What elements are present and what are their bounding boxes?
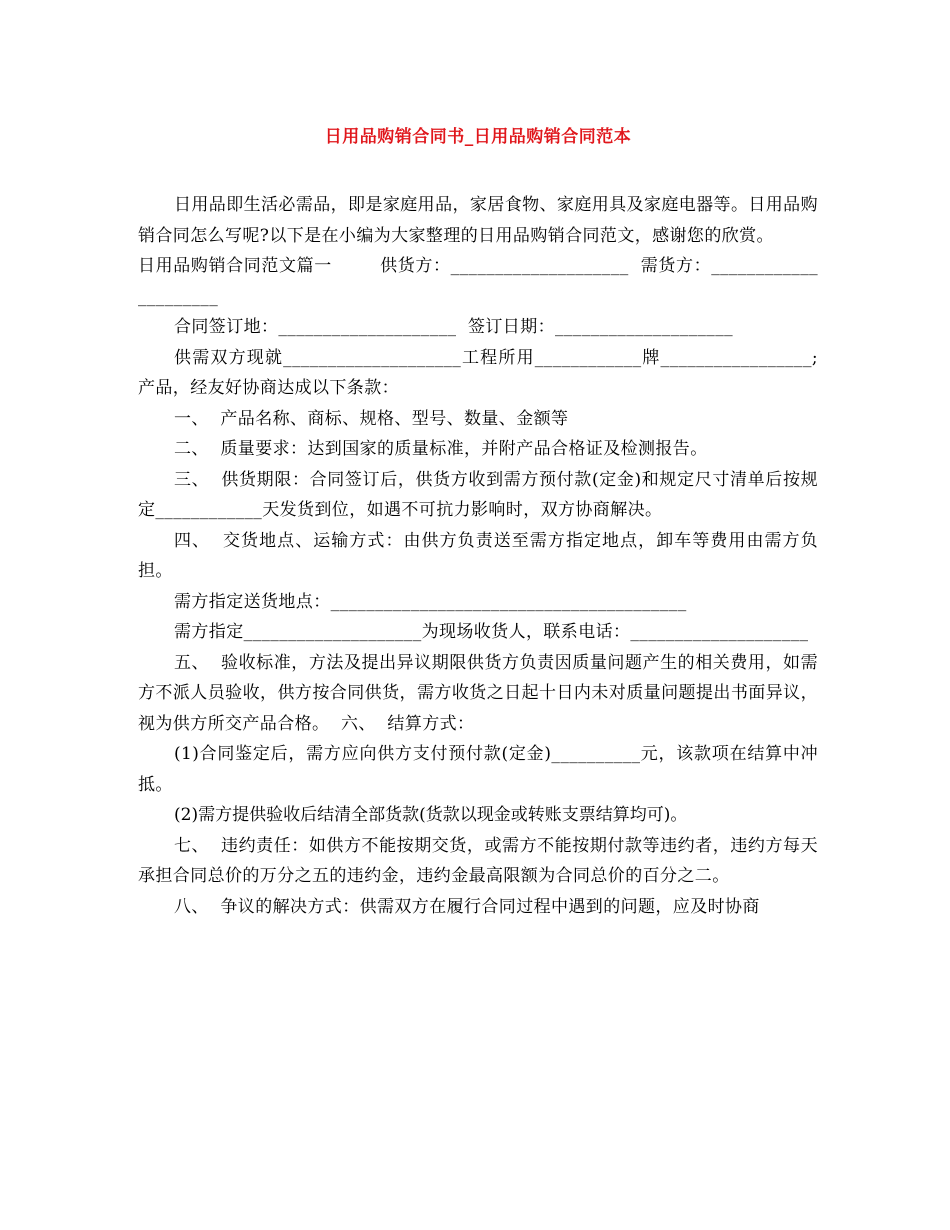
clause-5-6: 五、 验收标准，方法及提出异议期限供货方负责因质量问题产生的相关费用，如需方不派人员验收，供方按合同供货，需方收货之日起十日内未对质量问题提出书面异议，视为供方所交产品合格。 六、 结算方式： — [138, 652, 818, 734]
clause-2: 二、 质量要求：达到国家的质量标准，并附产品合格证及检测报告。 — [174, 439, 708, 459]
document-body — [138, 190, 818, 922]
clause-4: 四、 交货地点、运输方式：由供方负责送至需方指定地点，卸车等费用由需方负担。 — [138, 530, 818, 581]
paragraph-delivery-place: 需方指定送货地点：________________________________________ — [174, 591, 687, 612]
document-title: 日用品购销合同书_日用品购销合同范本 — [324, 127, 632, 147]
paragraph-project: 供需双方现就____________________工程所用____________牌_________________;产品，经友好协商达成以下条款： — [138, 347, 818, 398]
paragraph-signing-place: 合同签订地：____________________ 签订日期：____________________ — [174, 317, 734, 337]
clause-3: 三、 供货期限：合同签订后，供货方收到需方预付款(定金)和规定尺寸清单后按规定____________天发货到位，如遇不可抗力影响时，双方协商解决。 — [138, 469, 818, 520]
clause-6-item-2: (2)需方提供验收后结清全部货款(货款以现金或转账支票结算均可)。 — [174, 805, 688, 825]
paragraph-parties: 日用品购销合同范文篇一 供货方：____________________ 需货方：_____________________ — [138, 256, 818, 307]
clause-8: 八、 争议的解决方式：供需双方在履行合同过程中遇到的问题，应及时协商 — [174, 896, 760, 917]
paragraph-receiver: 需方指定____________________为现场收货人，联系电话：____________________ — [174, 622, 809, 642]
paragraph-intro: 日用品即生活必需品，即是家庭用品，家居食物、家庭用具及家庭电器等。日用品购销合同怎么写呢?以下是在小编为大家整理的日用品购销合同范文，感谢您的欣赏。 — [138, 195, 818, 246]
clause-6-item-1: (1)合同鉴定后，需方应向供方支付预付款(定金)__________元，该款项在结算中冲抵。 — [138, 744, 818, 795]
clause-1: 一、 产品名称、商标、规格、型号、数量、金额等 — [174, 408, 569, 429]
clause-7: 七、 违约责任：如供方不能按期交货，或需方不能按期付款等违约者，违约方每天承担合同总价的万分之五的违约金，违约金最高限额为合同总价的百分之二。 — [138, 835, 818, 886]
